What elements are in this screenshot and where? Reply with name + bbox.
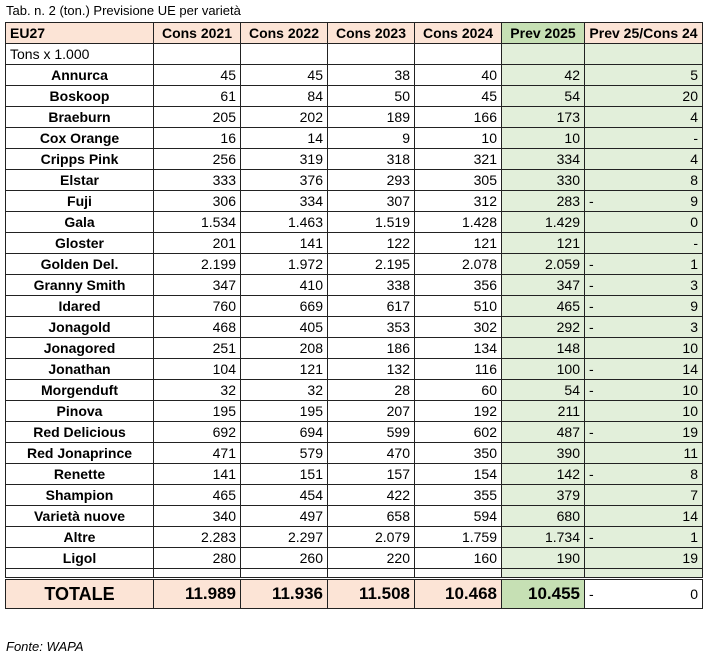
variety-name: Red Jonaprince [6, 443, 154, 464]
change-value: 20 [682, 88, 698, 104]
value-p2025: 283 [502, 191, 585, 212]
value-p2025: 211 [502, 401, 585, 422]
value-p2025: 390 [502, 443, 585, 464]
value-c2023: 470 [328, 443, 415, 464]
value-c2022: 195 [241, 401, 328, 422]
table-row [6, 359, 703, 380]
table-row [6, 506, 703, 527]
value-c2024: 192 [415, 401, 502, 422]
value-c2023: 318 [328, 149, 415, 170]
empty-cell [154, 44, 241, 65]
value-p2025: 190 [502, 548, 585, 569]
table-row [6, 191, 703, 212]
variety-name: Boskoop [6, 86, 154, 107]
change-sign: - [589, 277, 594, 293]
variety-name: Altre [6, 527, 154, 548]
value-c2022: 208 [241, 338, 328, 359]
table-row [6, 107, 703, 128]
value-c2024: 510 [415, 296, 502, 317]
value-c2023: 189 [328, 107, 415, 128]
value-c2024: 305 [415, 170, 502, 191]
value-c2021: 2.199 [154, 254, 241, 275]
value-c2022: 45 [241, 65, 328, 86]
change-value: 19 [682, 424, 698, 440]
value-c2022: 151 [241, 464, 328, 485]
change-value: 11 [683, 445, 698, 461]
change-sign: - [589, 586, 594, 602]
value-c2021: 692 [154, 422, 241, 443]
value-c2022: 202 [241, 107, 328, 128]
value-change [585, 380, 703, 401]
variety-name: Jonathan [6, 359, 154, 380]
value-change [585, 485, 703, 506]
change-value: 9 [690, 193, 698, 209]
value-c2022: 121 [241, 359, 328, 380]
spacer-cell [585, 569, 703, 579]
value-c2022: 319 [241, 149, 328, 170]
value-p2025: 330 [502, 170, 585, 191]
value-c2021: 333 [154, 170, 241, 191]
unit-label: Tons x 1.000 [6, 44, 154, 65]
value-change [585, 579, 703, 609]
value-c2022: 405 [241, 317, 328, 338]
variety-name: Elstar [6, 170, 154, 191]
variety-name: Golden Del. [6, 254, 154, 275]
change-sign: - [589, 361, 594, 377]
variety-name: Gloster [6, 233, 154, 254]
change-value: 14 [682, 361, 698, 377]
value-c2024: 602 [415, 422, 502, 443]
value-change [585, 464, 703, 485]
unit-row [6, 44, 703, 65]
value-change [585, 233, 703, 254]
change-value: 4 [690, 151, 698, 167]
table-row [6, 128, 703, 149]
value-c2024: 1.428 [415, 212, 502, 233]
spacer-cell [6, 569, 154, 579]
source-note: Fonte: WAPA [6, 639, 84, 654]
value-c2022: 84 [241, 86, 328, 107]
variety-name: Jonagored [6, 338, 154, 359]
table-row [6, 86, 703, 107]
value-p2025: 680 [502, 506, 585, 527]
header-change: Prev 25/Cons 24 [585, 23, 703, 44]
variety-name: Pinova [6, 401, 154, 422]
variety-name: Cox Orange [6, 128, 154, 149]
spacer-cell [241, 569, 328, 579]
value-c2021: 1.534 [154, 212, 241, 233]
change-value: 19 [682, 550, 698, 566]
value-p2025: 487 [502, 422, 585, 443]
value-c2024: 1.759 [415, 527, 502, 548]
value-c2022: 334 [241, 191, 328, 212]
header-cons-2023: Cons 2023 [328, 23, 415, 44]
header-cons-2024: Cons 2024 [415, 23, 502, 44]
value-c2024: 350 [415, 443, 502, 464]
change-sign: - [589, 256, 594, 272]
change-value: 0 [690, 586, 698, 602]
value-c2023: 122 [328, 233, 415, 254]
value-c2024: 121 [415, 233, 502, 254]
value-p2025: 379 [502, 485, 585, 506]
value-p2025: 173 [502, 107, 585, 128]
variety-name: Jonagold [6, 317, 154, 338]
value-change [585, 359, 703, 380]
variety-name: Braeburn [6, 107, 154, 128]
value-c2022: 410 [241, 275, 328, 296]
value-p2025: 42 [502, 65, 585, 86]
variety-name: Idared [6, 296, 154, 317]
change-value: 4 [690, 109, 698, 125]
value-c2021: 347 [154, 275, 241, 296]
value-c2022: 32 [241, 380, 328, 401]
value-c2021: 306 [154, 191, 241, 212]
value-c2023: 353 [328, 317, 415, 338]
value-c2024: 10.468 [415, 579, 502, 609]
change-value: 7 [690, 487, 698, 503]
value-change [585, 338, 703, 359]
table-row [6, 65, 703, 86]
value-p2025: 148 [502, 338, 585, 359]
value-change [585, 527, 703, 548]
value-c2021: 141 [154, 464, 241, 485]
change-value: - [693, 130, 698, 146]
value-p2025: 1.734 [502, 527, 585, 548]
value-c2023: 132 [328, 359, 415, 380]
header-row [6, 23, 703, 44]
header-cons-2021: Cons 2021 [154, 23, 241, 44]
value-c2023: 207 [328, 401, 415, 422]
value-c2023: 1.519 [328, 212, 415, 233]
header-eu27: EU27 [6, 23, 154, 44]
value-c2023: 220 [328, 548, 415, 569]
change-value: 0 [690, 214, 698, 230]
variety-name: Morgenduft [6, 380, 154, 401]
change-value: 10 [682, 340, 698, 356]
spacer-cell [502, 569, 585, 579]
value-c2023: 658 [328, 506, 415, 527]
value-c2023: 422 [328, 485, 415, 506]
value-c2022: 694 [241, 422, 328, 443]
empty-cell [585, 44, 703, 65]
value-c2023: 599 [328, 422, 415, 443]
value-c2021: 280 [154, 548, 241, 569]
table-row [6, 485, 703, 506]
value-c2023: 617 [328, 296, 415, 317]
value-change [585, 128, 703, 149]
spacer-cell [415, 569, 502, 579]
value-p2025: 54 [502, 380, 585, 401]
value-c2023: 38 [328, 65, 415, 86]
value-c2023: 9 [328, 128, 415, 149]
value-c2024: 2.078 [415, 254, 502, 275]
table-row [6, 548, 703, 569]
variety-name: Granny Smith [6, 275, 154, 296]
value-c2024: 154 [415, 464, 502, 485]
value-p2025: 100 [502, 359, 585, 380]
variety-name: Shampion [6, 485, 154, 506]
value-c2021: 195 [154, 401, 241, 422]
value-c2024: 321 [415, 149, 502, 170]
value-c2024: 134 [415, 338, 502, 359]
change-sign: - [589, 193, 594, 209]
value-c2021: 201 [154, 233, 241, 254]
value-p2025: 121 [502, 233, 585, 254]
value-c2023: 11.508 [328, 579, 415, 609]
value-c2021: 32 [154, 380, 241, 401]
value-p2025: 334 [502, 149, 585, 170]
value-c2022: 11.936 [241, 579, 328, 609]
value-c2021: 471 [154, 443, 241, 464]
change-sign: - [589, 529, 594, 545]
value-c2024: 594 [415, 506, 502, 527]
value-c2021: 468 [154, 317, 241, 338]
value-c2022: 260 [241, 548, 328, 569]
variety-name: TOTALE [6, 579, 154, 609]
value-change [585, 86, 703, 107]
table-row [6, 170, 703, 191]
value-c2023: 157 [328, 464, 415, 485]
change-value: 3 [690, 277, 698, 293]
change-sign: - [589, 424, 594, 440]
value-c2022: 454 [241, 485, 328, 506]
change-value: 3 [690, 319, 698, 335]
variety-forecast-table [5, 22, 703, 609]
value-change [585, 212, 703, 233]
value-change [585, 275, 703, 296]
value-c2021: 2.283 [154, 527, 241, 548]
value-c2024: 45 [415, 86, 502, 107]
empty-cell [241, 44, 328, 65]
change-sign: - [589, 382, 594, 398]
variety-name: Annurca [6, 65, 154, 86]
change-sign: - [589, 319, 594, 335]
value-c2021: 251 [154, 338, 241, 359]
change-value: 1 [690, 529, 698, 545]
value-c2022: 579 [241, 443, 328, 464]
empty-cell [415, 44, 502, 65]
value-c2024: 116 [415, 359, 502, 380]
change-value: - [693, 235, 698, 251]
table-caption: Tab. n. 2 (ton.) Previsione UE per varietà [6, 3, 241, 18]
value-c2023: 338 [328, 275, 415, 296]
change-sign: - [589, 466, 594, 482]
value-c2021: 61 [154, 86, 241, 107]
table-row [6, 338, 703, 359]
value-c2022: 14 [241, 128, 328, 149]
table-row [6, 443, 703, 464]
value-c2023: 2.079 [328, 527, 415, 548]
value-change [585, 191, 703, 212]
change-value: 10 [682, 382, 698, 398]
change-value: 8 [690, 466, 698, 482]
value-c2023: 307 [328, 191, 415, 212]
variety-name: Cripps Pink [6, 149, 154, 170]
table-row [6, 401, 703, 422]
total-row [6, 579, 703, 609]
table-row [6, 527, 703, 548]
change-value: 14 [682, 508, 698, 524]
value-c2024: 166 [415, 107, 502, 128]
table-row [6, 233, 703, 254]
table-row [6, 275, 703, 296]
value-change [585, 107, 703, 128]
variety-name: Gala [6, 212, 154, 233]
value-c2022: 376 [241, 170, 328, 191]
value-change [585, 170, 703, 191]
value-c2024: 10 [415, 128, 502, 149]
value-c2021: 11.989 [154, 579, 241, 609]
value-p2025: 1.429 [502, 212, 585, 233]
spacer-row [6, 569, 703, 579]
value-c2022: 1.972 [241, 254, 328, 275]
value-c2021: 760 [154, 296, 241, 317]
header-prev-2025: Prev 2025 [502, 23, 585, 44]
value-c2021: 256 [154, 149, 241, 170]
change-value: 9 [690, 298, 698, 314]
value-c2021: 16 [154, 128, 241, 149]
value-c2023: 186 [328, 338, 415, 359]
change-value: 10 [682, 403, 698, 419]
empty-cell [502, 44, 585, 65]
value-p2025: 10 [502, 128, 585, 149]
value-c2022: 669 [241, 296, 328, 317]
value-p2025: 292 [502, 317, 585, 338]
value-c2021: 205 [154, 107, 241, 128]
table-row [6, 380, 703, 401]
empty-cell [328, 44, 415, 65]
value-change [585, 317, 703, 338]
value-change [585, 506, 703, 527]
table-row [6, 296, 703, 317]
spacer-cell [154, 569, 241, 579]
table-row [6, 422, 703, 443]
value-change [585, 548, 703, 569]
value-c2022: 497 [241, 506, 328, 527]
table-row [6, 254, 703, 275]
table-row [6, 149, 703, 170]
value-c2021: 104 [154, 359, 241, 380]
variety-name: Varietà nuove [6, 506, 154, 527]
variety-name: Ligol [6, 548, 154, 569]
change-value: 8 [690, 172, 698, 188]
value-c2023: 28 [328, 380, 415, 401]
value-c2024: 312 [415, 191, 502, 212]
value-c2023: 50 [328, 86, 415, 107]
value-c2022: 1.463 [241, 212, 328, 233]
value-change [585, 65, 703, 86]
value-c2024: 40 [415, 65, 502, 86]
value-change [585, 296, 703, 317]
change-value: 5 [690, 67, 698, 83]
change-sign: - [589, 298, 594, 314]
value-c2024: 355 [415, 485, 502, 506]
value-p2025: 2.059 [502, 254, 585, 275]
value-c2021: 465 [154, 485, 241, 506]
value-c2021: 45 [154, 65, 241, 86]
value-c2024: 60 [415, 380, 502, 401]
value-change [585, 149, 703, 170]
value-p2025: 347 [502, 275, 585, 296]
value-change [585, 254, 703, 275]
value-p2025: 10.455 [502, 579, 585, 609]
variety-name: Red Delicious [6, 422, 154, 443]
table-row [6, 317, 703, 338]
value-c2024: 302 [415, 317, 502, 338]
value-c2023: 293 [328, 170, 415, 191]
table-row [6, 464, 703, 485]
value-c2023: 2.195 [328, 254, 415, 275]
value-change [585, 401, 703, 422]
value-change [585, 422, 703, 443]
spacer-cell [328, 569, 415, 579]
value-c2022: 2.297 [241, 527, 328, 548]
value-change [585, 443, 703, 464]
change-value: 1 [690, 256, 698, 272]
value-c2024: 160 [415, 548, 502, 569]
variety-name: Renette [6, 464, 154, 485]
value-p2025: 54 [502, 86, 585, 107]
value-c2022: 141 [241, 233, 328, 254]
header-cons-2022: Cons 2022 [241, 23, 328, 44]
value-p2025: 142 [502, 464, 585, 485]
table-row [6, 212, 703, 233]
value-c2021: 340 [154, 506, 241, 527]
value-c2024: 356 [415, 275, 502, 296]
value-p2025: 465 [502, 296, 585, 317]
variety-name: Fuji [6, 191, 154, 212]
